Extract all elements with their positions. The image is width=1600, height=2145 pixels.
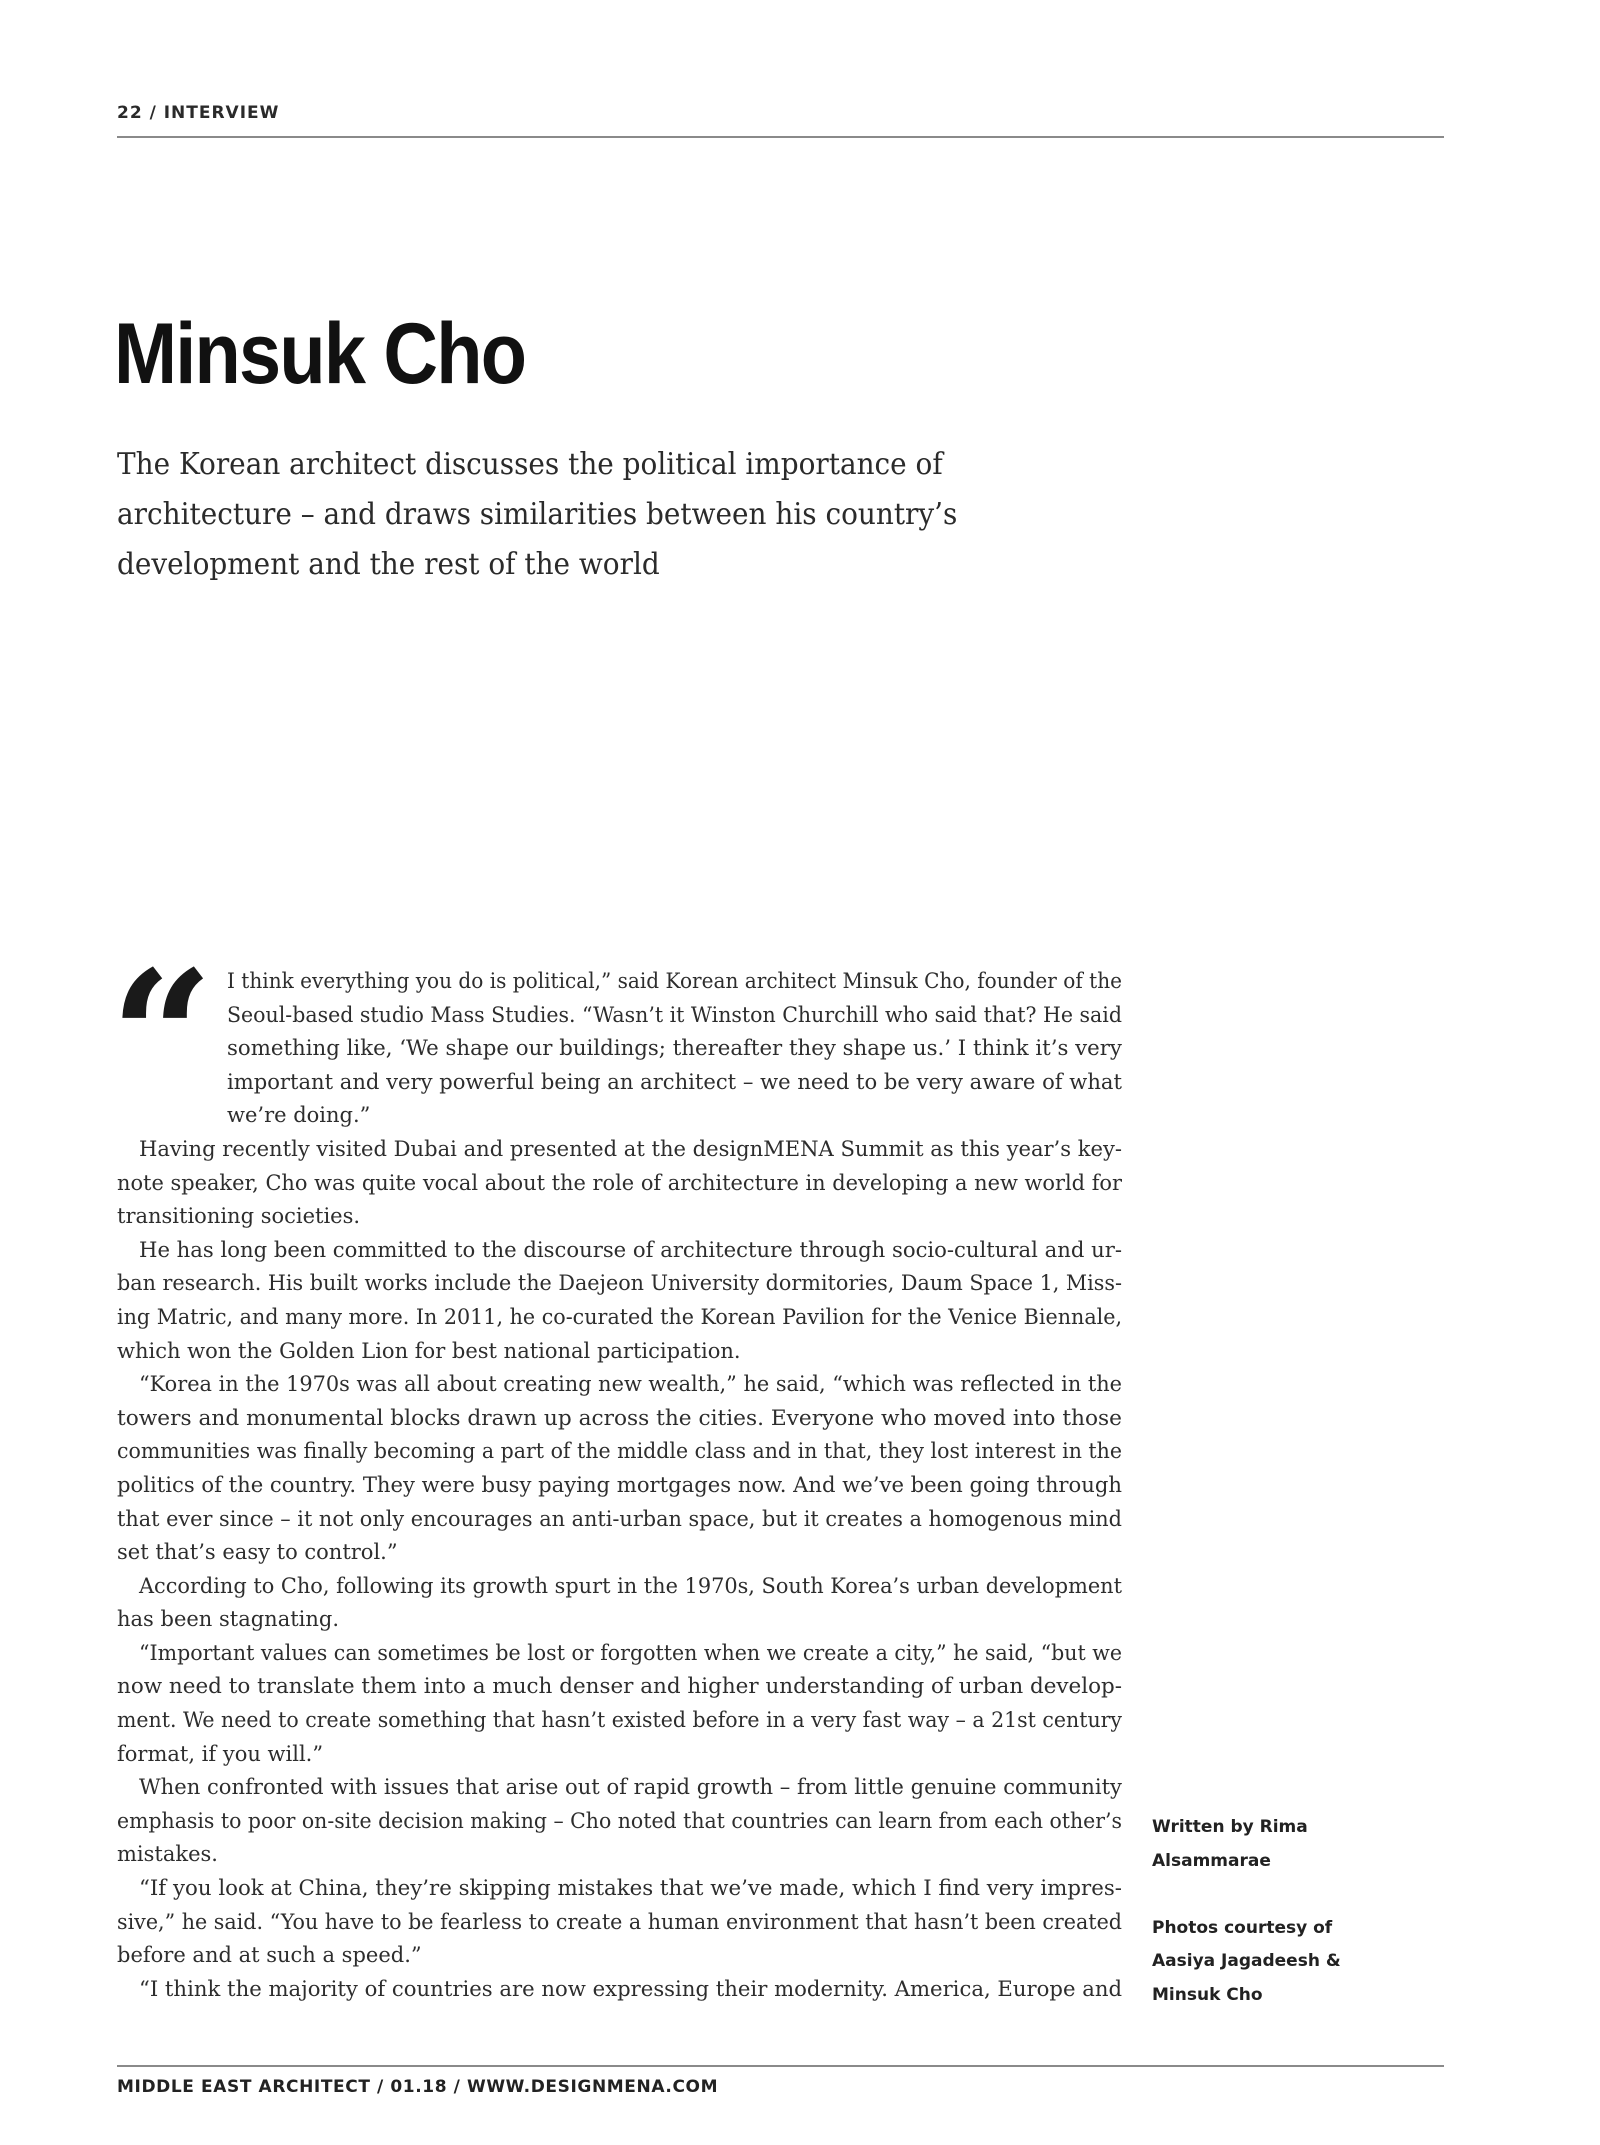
standfirst-line: architecture – and draws similarities between his country’s bbox=[117, 497, 958, 532]
running-head: 22 / INTERVIEW bbox=[117, 103, 280, 123]
body-line: has been stagnating. bbox=[117, 1607, 340, 1632]
body-line: now need to translate them into a much denser and higher understanding of urban develop- bbox=[117, 1674, 1122, 1699]
photo-credit-line: Aasiya Jagadeesh & bbox=[1152, 1951, 1341, 1972]
article-credits bbox=[1152, 1811, 1341, 2013]
article-title: Minsuk Cho bbox=[114, 306, 526, 402]
body-line: politics of the country. They were busy paying mortgages now. And we’ve been going through bbox=[117, 1472, 1122, 1497]
body-line: When confronted with issues that arise out of rapid growth – from little genuine community bbox=[139, 1775, 1122, 1800]
body-line: towers and monumental blocks drawn up across the cities. Everyone who moved into those bbox=[117, 1405, 1122, 1430]
body-line: something like, ‘We shape our buildings; thereafter they shape us.’ I think it’s very bbox=[227, 1036, 1122, 1061]
header-divider bbox=[117, 136, 1444, 138]
body-line: which won the Golden Lion for best national participation. bbox=[117, 1338, 741, 1363]
body-line: important and very powerful being an architect – we need to be very aware of what bbox=[227, 1069, 1122, 1094]
open-quote-icon: “ bbox=[110, 932, 206, 1143]
body-line: ban research. His built works include the Daejeon University dormitories, Daum Space 1, Miss- bbox=[117, 1271, 1122, 1296]
body-line: ing Matric, and many more. In 2011, he co-curated the Korean Pavilion for the Venice Biennale, bbox=[117, 1304, 1123, 1329]
body-line: Having recently visited Dubai and presented at the designMENA Summit as this year’s key- bbox=[139, 1136, 1122, 1161]
standfirst-line: The Korean architect discusses the political importance of bbox=[117, 447, 943, 482]
body-line: mistakes. bbox=[117, 1842, 218, 1867]
body-line: set that’s easy to control.” bbox=[117, 1540, 398, 1565]
author-credit-line: Written by Rima bbox=[1152, 1817, 1308, 1837]
page-footer: MIDDLE EAST ARCHITECT / 01.18 / WWW.DESIGNMENA.COM bbox=[117, 2077, 719, 2097]
footer-divider bbox=[117, 2065, 1444, 2067]
author-credit-line: Alsammarae bbox=[1152, 1850, 1271, 1871]
body-line: He has long been committed to the discourse of architecture through socio-cultural and ur- bbox=[139, 1237, 1122, 1262]
article-body bbox=[117, 965, 1122, 2006]
body-line: format, if you will.” bbox=[117, 1741, 324, 1766]
body-line: that ever since – it not only encourages an anti-urban space, but it creates a homogenous mind bbox=[117, 1506, 1122, 1531]
body-line: sive,” he said. “You have to be fearless to create a human environment that hasn’t been created bbox=[117, 1909, 1122, 1934]
standfirst bbox=[117, 440, 1117, 590]
body-line: I think everything you do is political,” said Korean architect Minsuk Cho, founder of the bbox=[227, 969, 1122, 993]
body-line: transitioning societies. bbox=[117, 1204, 361, 1229]
body-line: communities was finally becoming a part of the middle class and in that, they lost interest in the bbox=[117, 1439, 1123, 1464]
body-line: emphasis to poor on-site decision making – Cho noted that countries can learn from each other’s bbox=[117, 1808, 1123, 1833]
body-line: “If you look at China, they’re skipping mistakes that we’ve made, which I find very impres- bbox=[139, 1876, 1122, 1901]
body-line: “Important values can sometimes be lost or forgotten when we create a city,” he said, “but we bbox=[139, 1640, 1122, 1665]
body-line: “Korea in the 1970s was all about creating new wealth,” he said, “which was reflected in the bbox=[139, 1372, 1123, 1397]
photo-credit-line: Photos courtesy of bbox=[1152, 1917, 1333, 1938]
body-line: “I think the majority of countries are now expressing their modernity. America, Europe and bbox=[139, 1976, 1123, 2001]
body-line: Seoul-based studio Mass Studies. “Wasn’t it Winston Churchill who said that? He said bbox=[227, 1002, 1122, 1027]
body-line: before and at such a speed.” bbox=[117, 1943, 422, 1968]
body-line: note speaker, Cho was quite vocal about the role of architecture in developing a new world for bbox=[117, 1170, 1123, 1195]
body-line: we’re doing.” bbox=[227, 1103, 371, 1128]
body-line: ment. We need to create something that hasn’t existed before in a very fast way – a 21st century bbox=[117, 1708, 1123, 1733]
body-line: According to Cho, following its growth spurt in the 1970s, South Korea’s urban development bbox=[139, 1573, 1122, 1598]
credits-spacer bbox=[1152, 1878, 1341, 1912]
standfirst-line: development and the rest of the world bbox=[117, 547, 660, 582]
photo-credit-line: Minsuk Cho bbox=[1152, 1984, 1263, 2005]
